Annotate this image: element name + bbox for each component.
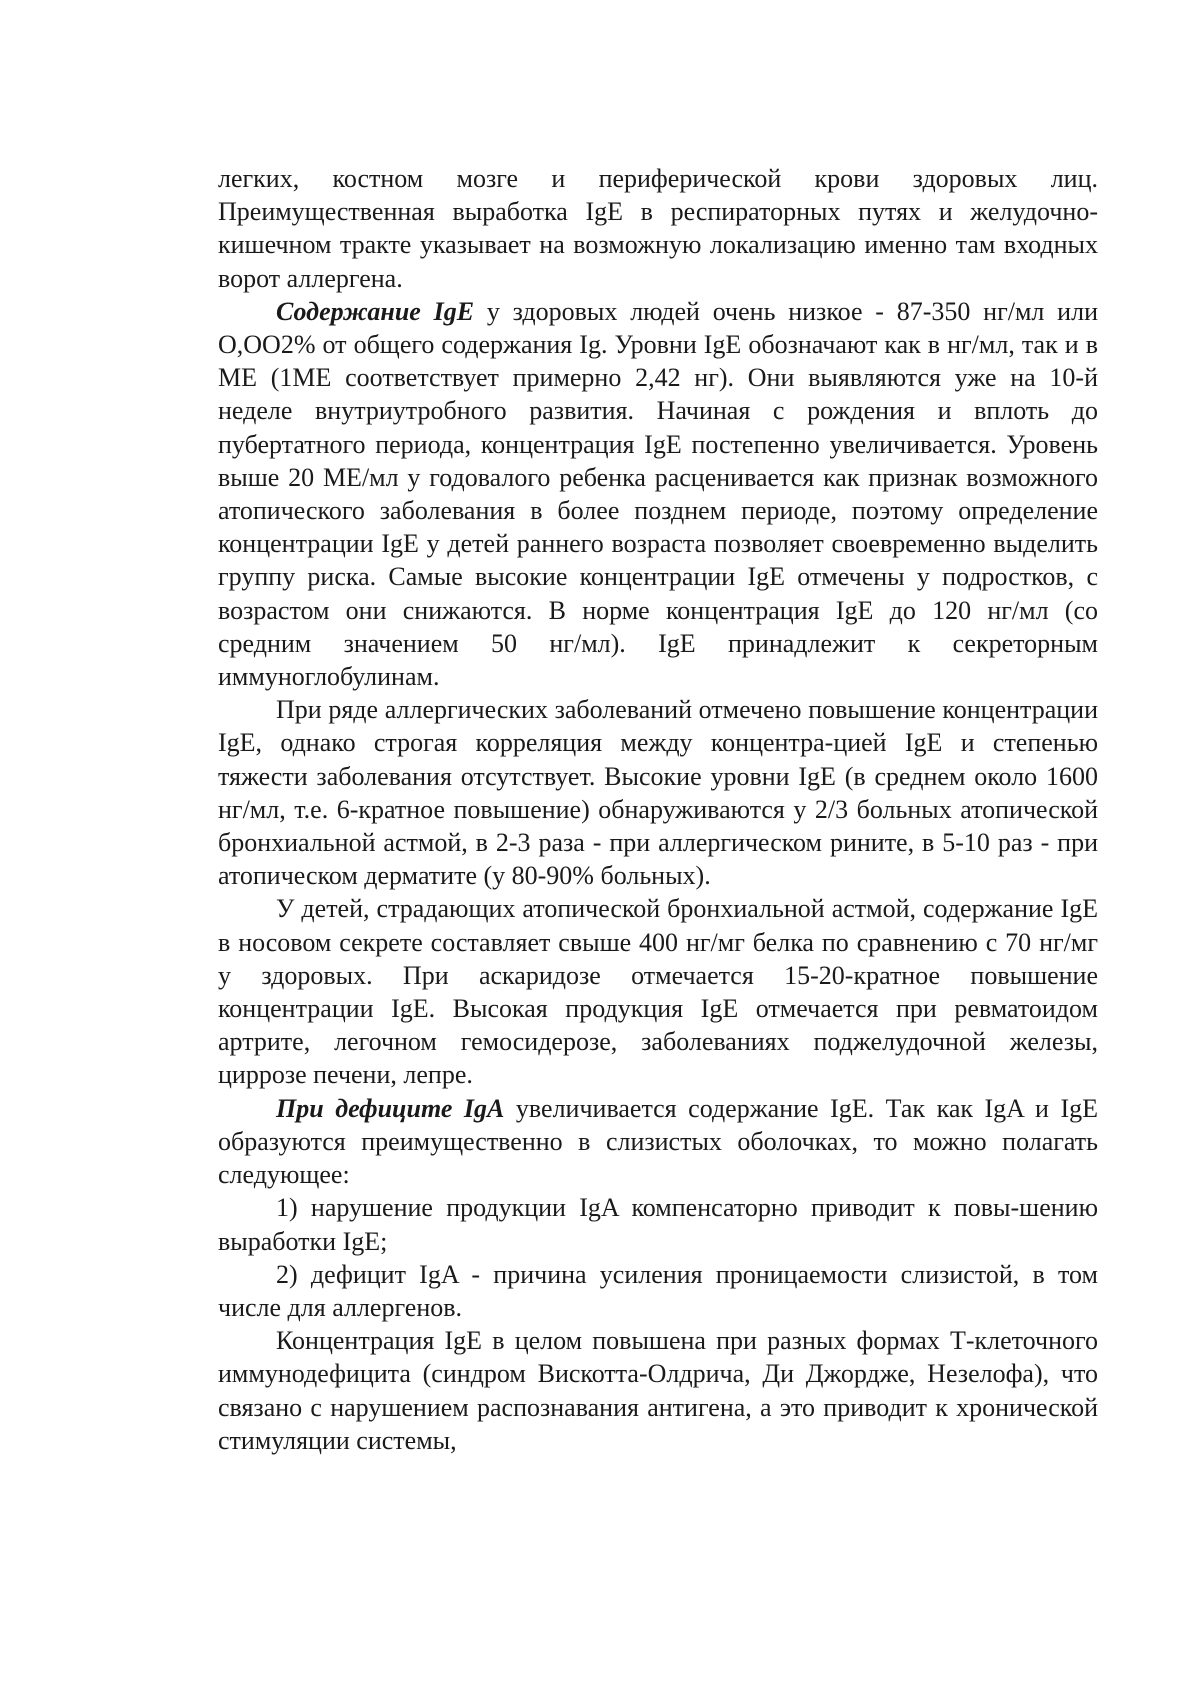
paragraph-text: у здоровых людей очень низкое - 87-350 нг/мл или О,ОО2% от общего содержания Ig. Уровни IgE обозначают как в нг/мл, так и в МЕ (1МЕ соответствует примерно 2,42 нг). Они выявляются уже на 10-й неделе внутриутробного развития. Начиная с рождения и вплоть до пубертатного периода, концентрация IgE постепенно увеличивается. Уровень выше 20 МЕ/мл у годовалого ребенка расценивается как признак возможного атопического заболевания в более позднем периоде, поэтому определение концентрации IgE у детей раннего возраста позволяет своевременно выделить группу риска. Самые высокие концентрации IgE отмечены у подростков, с возрастом они снижаются. В норме концентрация IgE до 120 нг/мл (со средним значением 50 нг/мл). IgE принадлежит к секреторным иммуноглобулинам. <box>218 296 1098 692</box>
paragraph-text: При ряде аллергических заболеваний отмечено повышение концентрации IgE, однако строгая корреляция между концентра-цией IgE и степенью тяжести заболевания отсутствует. Высокие уровни IgE (в среднем около 1600 нг/мл, т.е. 6-кратное повышение) обнаруживаются у 2/3 больных атопической бронхиальной астмой, в 2-3 раза - при аллергическом рините, в 5-10 раз - при атопическом дерматите (у 80-90% больных). <box>218 695 1098 891</box>
list-item <box>218 1191 1098 1257</box>
paragraph-text: 2) дефицит IgA - причина усиления проницаемости слизистой, в том числе для аллергенов. <box>218 1259 1098 1322</box>
paragraph-text: увеличивается содержание IgE. Так как IgA и IgE образуются преимущественно в слизистых оболочках, то можно полагать следующее: <box>218 1093 1098 1190</box>
paragraph-lead: Содержание IgE <box>276 296 475 326</box>
paragraph <box>218 162 1098 295</box>
paragraph <box>218 1092 1098 1192</box>
document-page <box>218 162 1098 1457</box>
paragraph <box>218 693 1098 892</box>
paragraph-text: Концентрация IgE в целом повышена при разных формах Т-клеточного иммунодефицита (синдром Вискотта-Олдрича, Ди Джордже, Незелофа), что связано с нарушением распознавания антигена, а это приводит к хронической стимуляции системы, <box>218 1326 1098 1455</box>
paragraph <box>218 892 1098 1091</box>
paragraph-text: У детей, страдающих атопической бронхиальной астмой, содержание IgE в носовом секрете составляет свыше 400 нг/мг белка по сравнению с 70 нг/мг у здоровых. При аскаридозе отмечается 15-20-кратное повышение концентрации IgE. Высокая продукция IgE отмечается при ревматоидом артрите, легочном гемосидерозе, заболеваниях поджелудочной железы, циррозе печени, лепре. <box>218 894 1098 1090</box>
paragraph-lead: При дефиците IgA <box>276 1093 505 1123</box>
paragraph-text: легких, костном мозге и периферической крови здоровых лиц. Преимущественная выработка IgE в респираторных путях и желудочно-кишечном тракте указывает на возможную локализацию именно там входных ворот аллергена. <box>218 164 1098 293</box>
list-item <box>218 1258 1098 1324</box>
paragraph <box>218 1324 1098 1457</box>
paragraph <box>218 295 1098 693</box>
paragraph-text: 1) нарушение продукции IgA компенсаторно приводит к повы-шению выработки IgE; <box>218 1193 1098 1256</box>
